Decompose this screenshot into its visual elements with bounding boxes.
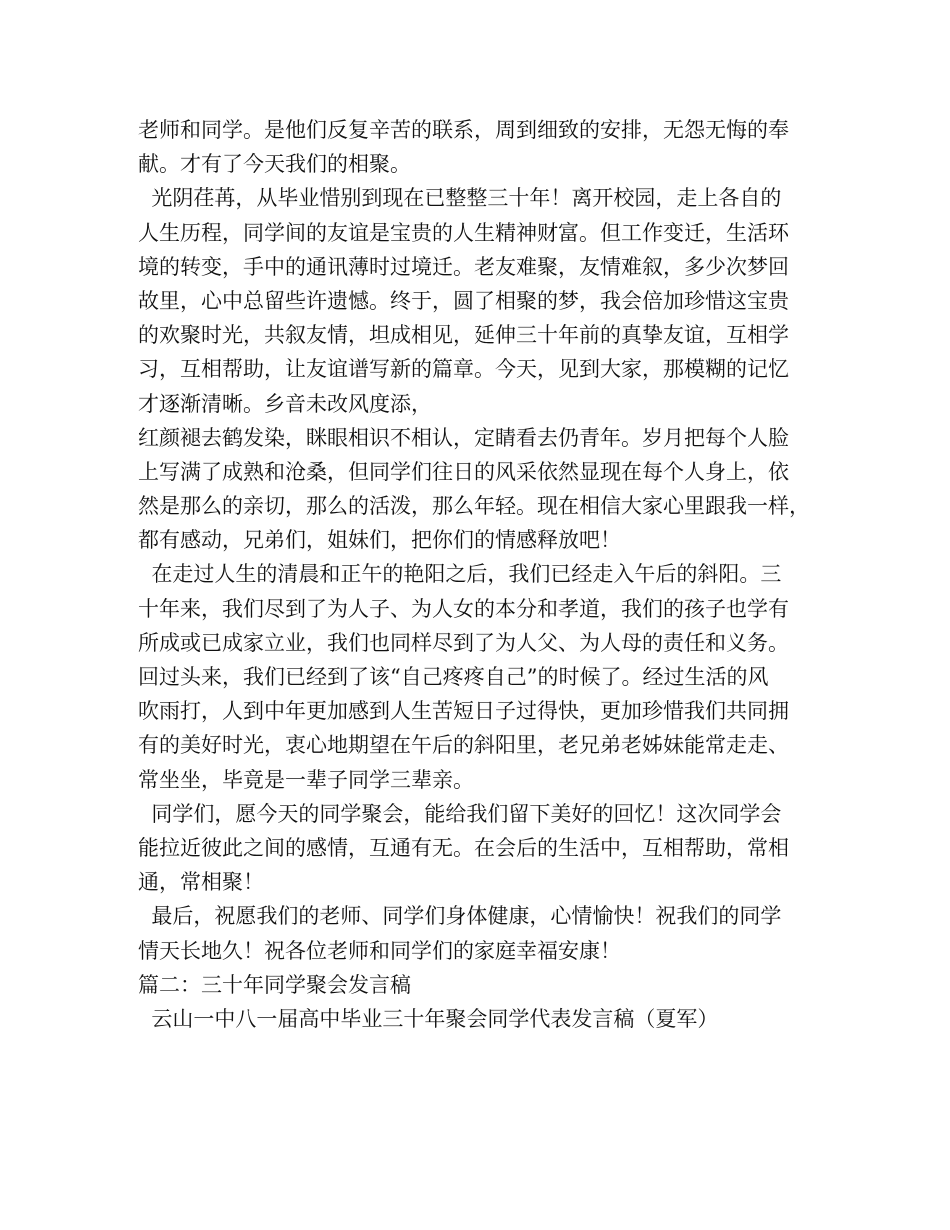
text-line: 能拉近彼此之间的感情，互通有无。在会后的生活中，互相帮助，常相 (138, 835, 789, 860)
text-line: 常坐坐，毕竟是一辈子同学三辈亲。 (138, 767, 474, 792)
text-line: 最后，祝愿我们的老师、同学们身体健康，心情愉快！祝我们的同学 (138, 904, 782, 929)
text-line: 都有感动，兄弟们，姐妹们，把你们的情感释放吧！ (138, 528, 621, 553)
text-line: 献。才有了今天我们的相聚。 (138, 152, 411, 177)
text-line: 故里，心中总留些许遗憾。终于，圆了相聚的梦，我会倍加珍惜这宝贵 (138, 288, 789, 313)
text-line: 境的转变，手中的通讯薄时过境迁。老友难聚，友情难叙，多少次梦回 (138, 254, 789, 279)
text-line: 习，互相帮助，让友谊谱写新的篇章。今天，见到大家，那模糊的记忆 (138, 357, 789, 382)
text-line: 所成或已成家立业，我们也同样尽到了为人父、为人母的责任和义务。 (138, 630, 789, 655)
text-line: 红颜褪去鹤发染，眯眼相识不相认，定睛看去仍青年。岁月把每个人脸 (138, 425, 789, 450)
text-line: 在走过人生的清晨和正午的艳阳之后，我们已经走入午后的斜阳。三 (138, 562, 782, 587)
text-line: 回过头来，我们已经到了该“自己疼疼自己”的时候了。经过生活的风 (138, 665, 769, 689)
text-line: 有的美好时光，衷心地期望在午后的斜阳里，老兄弟老姊妹能常走走、 (138, 733, 789, 758)
text-line: 然是那么的亲切，那么的活泼，那么年轻。现在相信大家心里跟我一样， (138, 494, 810, 519)
text-line: 的欢聚时光，共叙友情，坦成相见，延伸三十年前的真挚友谊，互相学 (138, 323, 789, 348)
section-heading: 篇二：三十年同学聚会发言稿 (138, 972, 411, 997)
text-line: 上写满了成熟和沧桑，但同学们往日的风采依然显现在每个人身上，依 (138, 459, 789, 484)
text-line: 吹雨打，人到中年更加感到人生苦短日子过得快，更加珍惜我们共同拥 (138, 699, 789, 724)
text-line: 才逐渐清晰。乡音未改风度添， (138, 391, 432, 416)
text-line: 通，常相聚！ (138, 870, 264, 895)
text-line: 人生历程，同学间的友谊是宝贵的人生精神财富。但工作变迁，生活环 (138, 220, 789, 245)
text-line: 云山一中八一届高中毕业三十年聚会同学代表发言稿（夏军） (138, 1006, 719, 1031)
text-line: 情天长地久！祝各位老师和同学们的家庭幸福安康！ (138, 938, 621, 963)
text-line: 同学们，愿今天的同学聚会，能给我们留下美好的回忆！这次同学会 (138, 801, 782, 826)
text-line: 光阴荏苒，从毕业惜别到现在已整整三十年！离开校园，走上各自的 (138, 186, 782, 211)
text-line: 十年来，我们尽到了为人子、为人女的本分和孝道，我们的孩子也学有 (138, 596, 789, 621)
document-body (138, 113, 818, 1036)
text-line: 老师和同学。是他们反复辛苦的联系，周到细致的安排，无怨无悔的奉 (138, 118, 789, 142)
